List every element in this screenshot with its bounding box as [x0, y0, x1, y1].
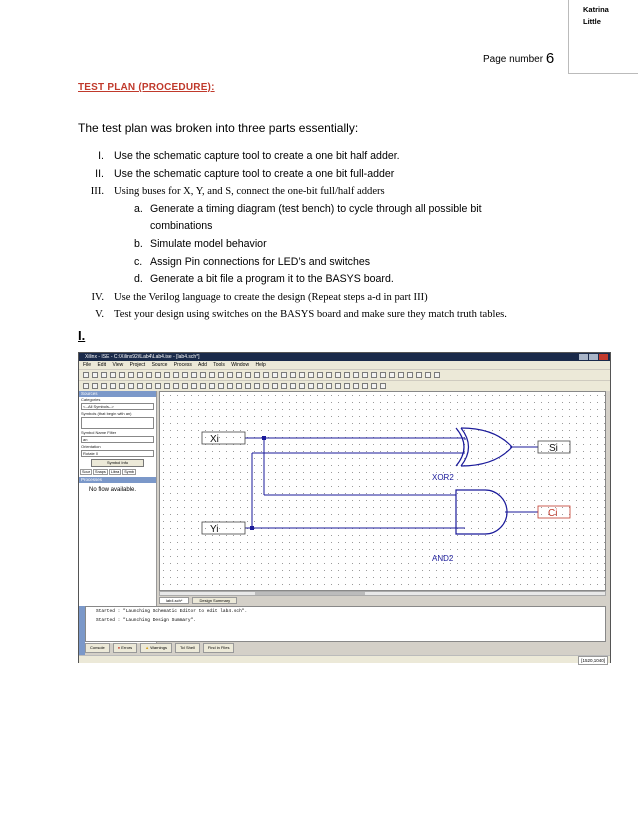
- menu-process[interactable]: Process: [173, 362, 192, 368]
- page-number-value: 6: [545, 50, 555, 67]
- toolbar-button-icon[interactable]: [263, 372, 269, 378]
- toolbar-button-icon[interactable]: [119, 372, 125, 378]
- junction-yi: [250, 526, 254, 530]
- toolbar-button-icon[interactable]: [173, 383, 179, 389]
- orientation-select[interactable]: Rotate 0: [81, 450, 154, 457]
- tab-errors[interactable]: ● Errors: [113, 643, 137, 653]
- toolbar-button-icon[interactable]: [218, 372, 224, 378]
- sources-tabs: [80, 469, 155, 475]
- symbol-filter-input[interactable]: an: [81, 436, 154, 443]
- toolbar-button-icon[interactable]: [335, 383, 341, 389]
- tab-lab4-sch[interactable]: lab4.sch*: [159, 597, 189, 604]
- console-output: [85, 606, 606, 642]
- label-yi: Yi: [210, 524, 219, 535]
- toolbar-button-icon[interactable]: [236, 372, 242, 378]
- toolbar-button-icon[interactable]: [335, 372, 341, 378]
- toolbar-button-icon[interactable]: [182, 383, 188, 389]
- minimize-button[interactable]: [579, 354, 588, 360]
- symbols-list[interactable]: [81, 417, 154, 429]
- xilinx-window: [78, 352, 611, 663]
- toolbar-button-icon[interactable]: [434, 372, 440, 378]
- label-xor2: XOR2: [432, 473, 454, 482]
- toolbar-button-icon[interactable]: [83, 383, 89, 389]
- toolbar-button-icon[interactable]: [254, 383, 260, 389]
- toolbar-button-icon[interactable]: [353, 383, 359, 389]
- toolbar-main: [79, 369, 610, 380]
- toolbar-button-icon[interactable]: [290, 372, 296, 378]
- tab-libraries[interactable]: Libra: [110, 470, 120, 474]
- sources-panel-head: Sources: [79, 391, 156, 397]
- page-number: [483, 50, 554, 67]
- toolbar-button-icon[interactable]: [299, 372, 305, 378]
- xor-gate: [456, 428, 512, 466]
- label-xi: Xi: [210, 434, 219, 445]
- symbol-filter-label: Symbol Name Filter: [81, 430, 117, 435]
- toolbar-button-icon[interactable]: [245, 372, 251, 378]
- toolbar-button-icon[interactable]: [137, 372, 143, 378]
- tab-symbols[interactable]: Symb: [124, 470, 134, 474]
- toolbar-button-icon[interactable]: [164, 372, 170, 378]
- toolbar-button-icon[interactable]: [101, 383, 107, 389]
- toolbar-button-icon[interactable]: [227, 372, 233, 378]
- toolbar-button-icon[interactable]: [92, 372, 98, 378]
- no-flow-message: No flow available.: [89, 487, 137, 493]
- toolbar-button-icon[interactable]: [416, 372, 422, 378]
- status-bar: [79, 655, 610, 663]
- author-box: [568, 0, 638, 74]
- toolbar-button-icon[interactable]: [200, 383, 206, 389]
- toolbar-button-icon[interactable]: [128, 372, 134, 378]
- toolbar-button-icon[interactable]: [146, 383, 152, 389]
- toolbar-button-icon[interactable]: [425, 372, 431, 378]
- toolbar-button-icon[interactable]: [191, 372, 197, 378]
- toolbar-button-icon[interactable]: [110, 372, 116, 378]
- categories-label: Categories: [81, 397, 101, 402]
- toolbar-button-icon[interactable]: [389, 372, 395, 378]
- toolbar-button-icon[interactable]: [308, 372, 314, 378]
- toolbar-button-icon[interactable]: [263, 383, 269, 389]
- junction-xi: [262, 436, 266, 440]
- symbols-label: Symbols (that begin with an): [81, 411, 132, 416]
- tab-tcl-shell[interactable]: Tcl Shell: [175, 643, 200, 653]
- menu-tools[interactable]: Tools: [213, 362, 225, 368]
- toolbar-button-icon[interactable]: [380, 383, 386, 389]
- menu-help[interactable]: Help: [255, 362, 266, 368]
- toolbar-button-icon[interactable]: [362, 383, 368, 389]
- part-label: I.: [78, 328, 86, 343]
- tab-design-summary[interactable]: Design Summary: [192, 597, 237, 604]
- toolbar-button-icon[interactable]: [173, 372, 179, 378]
- menu-bar: [79, 361, 610, 369]
- console-tabs: [85, 643, 234, 653]
- label-ci: Ci: [548, 508, 558, 519]
- label-and2: AND2: [432, 554, 454, 563]
- toolbar-schematic: [79, 380, 610, 391]
- tab-warnings[interactable]: ▲ Warnings: [140, 643, 172, 653]
- toolbar-button-icon[interactable]: [398, 372, 404, 378]
- toolbar-button-icon[interactable]: [83, 372, 89, 378]
- orientation-label: Orientation: [81, 444, 101, 449]
- toolbar-button-icon[interactable]: [353, 372, 359, 378]
- toolbar-button-icon[interactable]: [182, 372, 188, 378]
- toolbar-button-icon[interactable]: [362, 372, 368, 378]
- menu-edit[interactable]: Edit: [97, 362, 107, 368]
- errors-icon: ●: [117, 645, 121, 650]
- maximize-button[interactable]: [589, 354, 598, 360]
- and-gate: [456, 490, 507, 534]
- categories-select[interactable]: <--All Symbols-->: [81, 403, 154, 410]
- toolbar-button-icon[interactable]: [218, 383, 224, 389]
- toolbar-button-icon[interactable]: [110, 383, 116, 389]
- processes-panel-head: Processes: [79, 477, 156, 483]
- toolbar-button-icon[interactable]: [317, 383, 323, 389]
- tab-console[interactable]: Console: [85, 643, 110, 653]
- menu-file[interactable]: File: [83, 362, 92, 368]
- status-coordinates: [1520,1040]: [578, 656, 608, 665]
- toolbar-button-icon[interactable]: [191, 383, 197, 389]
- toolbar-button-icon[interactable]: [164, 383, 170, 389]
- toolbar-button-icon[interactable]: [209, 383, 215, 389]
- toolbar-button-icon[interactable]: [146, 372, 152, 378]
- toolbar-button-icon[interactable]: [209, 372, 215, 378]
- input-marker-xi: [202, 432, 245, 444]
- toolbar-button-icon[interactable]: [245, 383, 251, 389]
- section-title: TEST PLAN (PROCEDURE):: [78, 82, 215, 93]
- close-button[interactable]: [599, 354, 608, 360]
- symbol-info-button[interactable]: Symbol Info: [91, 459, 144, 467]
- menu-view[interactable]: View: [112, 362, 124, 368]
- toolbar-button-icon[interactable]: [326, 383, 332, 389]
- schematic-canvas[interactable]: [159, 391, 606, 591]
- warning-icon: ▲: [145, 645, 150, 650]
- toolbar-button-icon[interactable]: [128, 383, 134, 389]
- menu-add[interactable]: Add: [197, 362, 207, 368]
- toolbar-button-icon[interactable]: [317, 372, 323, 378]
- author-first-name: Katrina: [583, 5, 609, 14]
- toolbar-button-icon[interactable]: [200, 372, 206, 378]
- toolbar-button-icon[interactable]: [344, 372, 350, 378]
- toolbar-button-icon[interactable]: [407, 372, 413, 378]
- toolbar-button-icon[interactable]: [371, 383, 377, 389]
- toolbar-button-icon[interactable]: [236, 383, 242, 389]
- toolbar-button-icon[interactable]: [290, 383, 296, 389]
- window-title: Xilinx - ISE - C:\Xilinx92i\Lab4\Lab4.ise - [lab4.sch*]: [85, 354, 200, 360]
- schematic-drawing: [160, 392, 605, 590]
- menu-project[interactable]: Project: [129, 362, 146, 368]
- console-line: Started : "Launching Schematic Editor to edit lab4.sch".: [96, 609, 248, 614]
- toolbar-button-icon[interactable]: [227, 383, 233, 389]
- toolbar-button-icon[interactable]: [254, 372, 260, 378]
- toolbar-button-icon[interactable]: [272, 383, 278, 389]
- author-last-name: Little: [583, 17, 601, 26]
- console-line: Started : "Launching Design Summary".: [96, 618, 196, 623]
- label-si: Si: [549, 443, 558, 454]
- toolbar-button-icon[interactable]: [344, 383, 350, 389]
- window-controls: [579, 354, 608, 360]
- scrollbar-thumb[interactable]: [255, 592, 365, 595]
- toolbar-button-icon[interactable]: [155, 372, 161, 378]
- intro-text: The test plan was broken into three parts essentially:: [78, 121, 359, 135]
- toolbar-button-icon[interactable]: [92, 383, 98, 389]
- toolbar-button-icon[interactable]: [272, 372, 278, 378]
- toolbar-button-icon[interactable]: [101, 372, 107, 378]
- toolbar-button-icon[interactable]: [281, 383, 287, 389]
- toolbar-button-icon[interactable]: [308, 383, 314, 389]
- toolbar-button-icon[interactable]: [326, 372, 332, 378]
- canvas-scrollbar[interactable]: [159, 591, 606, 596]
- menu-window[interactable]: Window: [231, 362, 250, 368]
- page-number-label: Page number: [483, 54, 544, 65]
- tab-snapshots[interactable]: Snaps: [95, 470, 106, 474]
- toolbar-button-icon[interactable]: [119, 383, 125, 389]
- toolbar-button-icon[interactable]: [299, 383, 305, 389]
- toolbar-button-icon[interactable]: [371, 372, 377, 378]
- tab-find-in-files[interactable]: Find in Files: [203, 643, 235, 653]
- toolbar-button-icon[interactable]: [155, 383, 161, 389]
- editor-tabs: [159, 597, 237, 604]
- input-marker-yi: [202, 522, 245, 534]
- toolbar-button-icon[interactable]: [281, 372, 287, 378]
- toolbar-button-icon[interactable]: [380, 372, 386, 378]
- toolbar-button-icon[interactable]: [137, 383, 143, 389]
- menu-source[interactable]: Source: [151, 362, 168, 368]
- tab-sources[interactable]: Sour: [82, 470, 91, 474]
- window-titlebar: [79, 353, 610, 361]
